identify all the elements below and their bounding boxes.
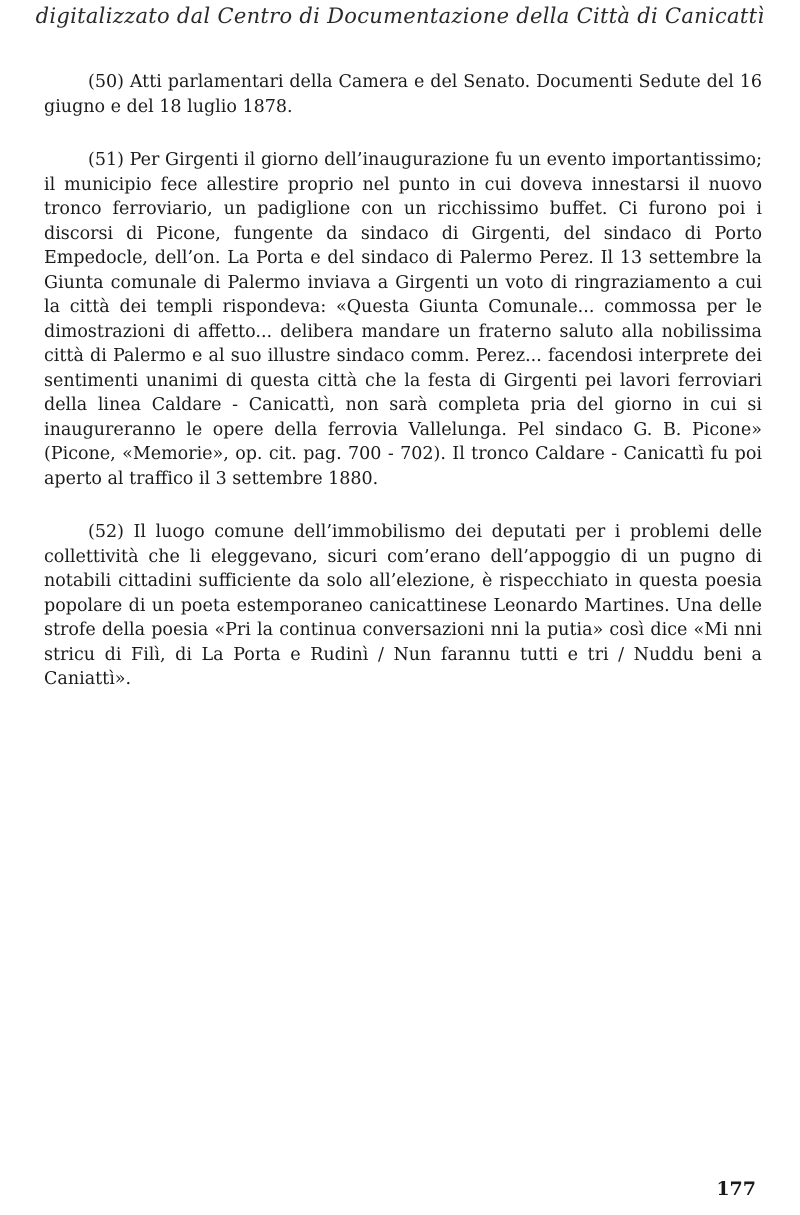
footnote-50: (50) Atti parlamentari della Camera e del Senato. Documenti Sedute del 16 giugno e del 18 luglio 1878.: [44, 72, 762, 117]
footnotes-block: [44, 70, 762, 721]
footnote-52: (52) Il luogo comune dell’immobilismo dei deputati per i problemi delle collettività che li eleggevano, sicuri com’erano dell’appoggio di un pugno di notabili cittadini sufficiente da solo all’elezione, è rispecchiato in questa poesia popolare di un poeta estemporaneo canicattinese Leonardo Martines. Una delle strofe della poesia «Pri la continua conversazioni nni la putia» così dice «Mi nni stricu di Filì, di La Porta e Rudinì / Nun farannu tutti e tri / Nuddu beni a Caniattì».: [44, 522, 762, 689]
page-number: 177: [716, 1178, 756, 1200]
footnote-51: (51) Per Girgenti il giorno dell’inaugurazione fu un evento importantissimo; il municipio fece allestire proprio nel punto in cui doveva innestarsi il nuovo tronco ferroviario, un padiglione con un ricchissimo buffet. Ci furono poi i discorsi di Picone, fungente da sindaco di Girgenti, del sindaco di Porto Empedocle, dell’on. La Porta e del sindaco di Palermo Perez. Il 13 settembre la Giunta comunale di Palermo inviava a Girgenti un voto di ringraziamento a cui la città dei templi rispondeva: «Questa Giunta Comunale... commossa per le dimostrazioni di affetto... delibera mandare un fraterno saluto alla nobilissima città di Palermo e al suo illustre sindaco comm. Perez... facendosi interprete dei sentimenti unanimi di questa città che la festa di Girgenti pei lavori ferroviari della linea Caldare - Canicattì, non sarà completa pria del giorno in cui si inaugureranno le opere della ferrovia Vallelunga. Pel sindaco G. B. Picone» (Picone, «Memorie», op. cit. pag. 700 - 702). Il tronco Caldare - Canicattì fu poi aperto al traffico il 3 settembre 1880.: [44, 150, 762, 489]
digitization-watermark: digitalizzato dal Centro di Documentazione della Città di Canicattì: [35, 4, 765, 28]
